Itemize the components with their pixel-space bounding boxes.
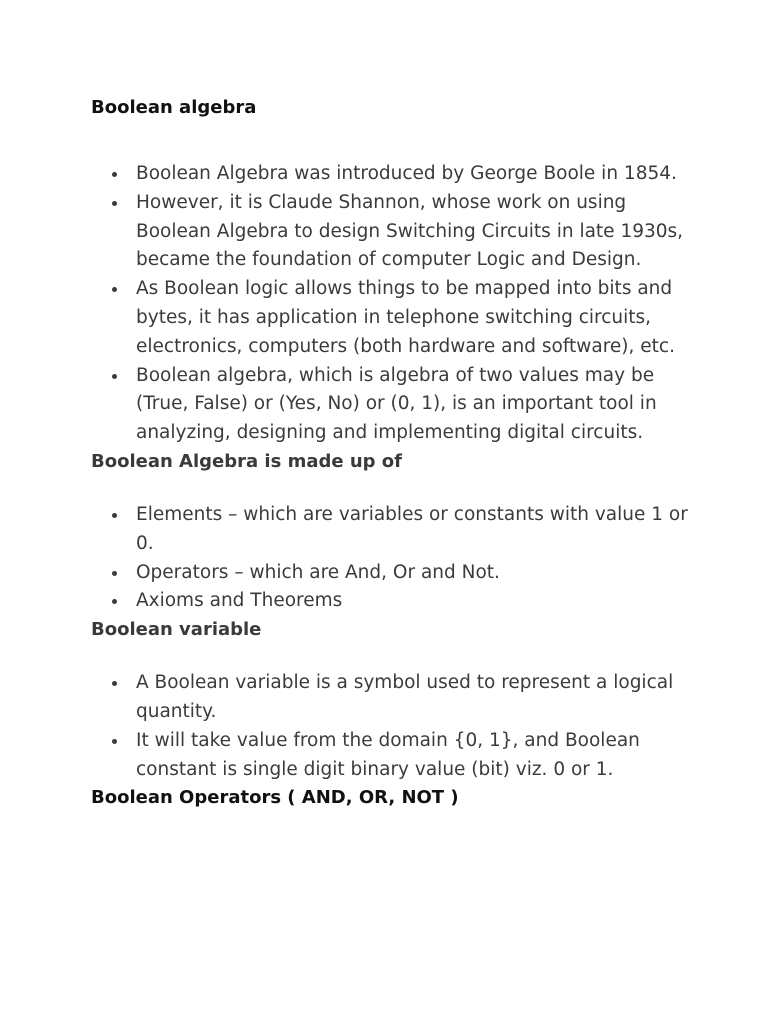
list-item-text: A Boolean variable is a symbol used to represent a logical quantity. <box>136 672 674 722</box>
document-page <box>91 94 691 837</box>
list-item-text: Boolean algebra, which is algebra of two values may be (True, False) or (Yes, No) or (0, 1), is an important tool in analyzing, designing and implementing digital circuits. <box>136 364 657 444</box>
bullet-icon <box>112 172 117 177</box>
page-title: Boolean algebra <box>91 97 257 118</box>
variable-bullet-list <box>91 669 691 784</box>
list-item <box>91 587 691 616</box>
bullet-icon <box>112 599 117 604</box>
list-item <box>91 275 691 361</box>
list-item-text: Operators – which are And, Or and Not. <box>136 561 500 583</box>
bullet-icon <box>112 374 117 379</box>
intro-bullet-list <box>91 160 691 448</box>
section-heading-made-up-of: Boolean Algebra is made up of <box>91 450 403 472</box>
list-item <box>91 189 691 275</box>
list-item-text: Elements – which are variables or constants with value 1 or 0. <box>136 503 688 554</box>
list-item-text: Axioms and Theorems <box>136 590 343 612</box>
list-item <box>91 501 691 559</box>
bullet-icon <box>112 287 117 292</box>
bullet-icon <box>112 681 117 686</box>
bullet-icon <box>112 201 117 206</box>
section-heading-boolean-variable: Boolean variable <box>91 619 262 641</box>
bullet-icon <box>112 739 117 744</box>
section-heading-boolean-operators: Boolean Operators ( AND, OR, NOT ) <box>91 787 459 809</box>
list-item <box>91 559 691 588</box>
list-item-text: As Boolean logic allows things to be mapped into bits and bytes, it has application in telephone switching circuits, electronics, computers (both hardware and software), etc. <box>136 278 675 357</box>
list-item <box>91 160 691 189</box>
list-item <box>91 669 691 727</box>
bullet-icon <box>112 513 117 518</box>
list-item <box>91 727 691 785</box>
made-up-of-bullet-list <box>91 501 691 616</box>
bullet-icon <box>112 571 117 576</box>
list-item-text: Boolean Algebra was introduced by George Boole in 1854. <box>136 163 677 184</box>
list-item-text: However, it is Claude Shannon, whose work on using Boolean Algebra to design Switching Circuits in late 1930s, became the foundation of computer Logic and Design. <box>136 191 684 271</box>
list-item <box>91 362 691 448</box>
list-item-text: It will take value from the domain {0, 1}, and Boolean constant is single digit binary value (bit) viz. 0 or 1. <box>136 729 640 780</box>
